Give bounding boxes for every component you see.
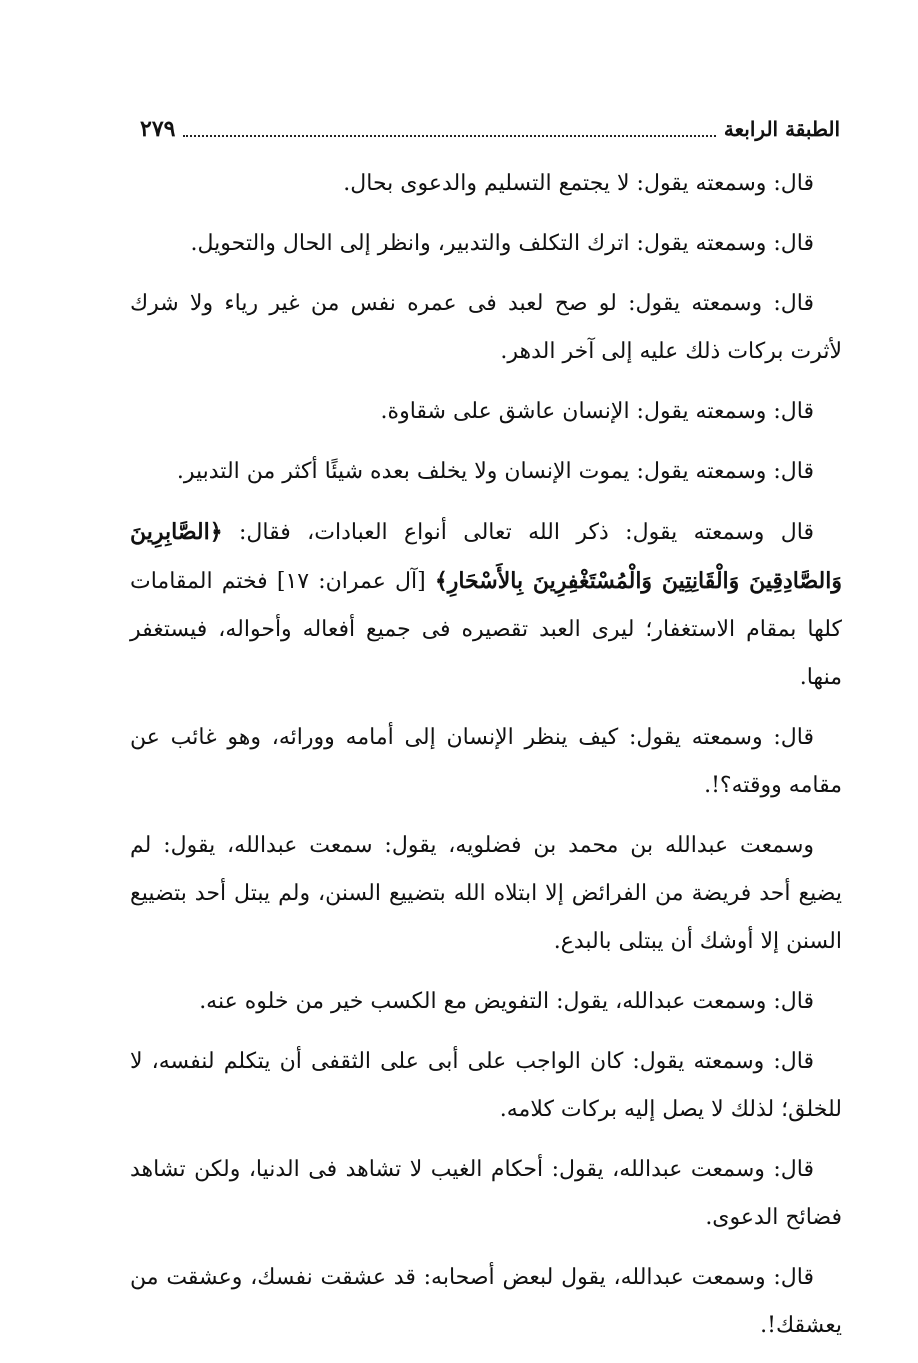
running-header — [140, 112, 840, 146]
paragraph-with-verse — [130, 508, 842, 702]
page-body — [130, 160, 842, 1362]
paragraph: قال: وسمعته يقول: كيف ينظر الإنسان إلى أمامه وورائه، وهو غائب عن مقامه ووقته؟!. — [130, 725, 842, 798]
paragraph: قال: وسمعت عبدالله، يقول لبعض أصحابه: قد عشقت نفسك، وعشقت من يعشقك!. — [130, 1265, 842, 1338]
paragraph-text: قال وسمعته يقول: ذكر الله تعالى أنواع العبادات، فقال: — [222, 520, 814, 545]
quran-verse: ﴿الصَّابِرِينَ وَالصَّادِقِينَ وَالْقَانِتِينَ وَالْمُسْتَغْفِرِينَ بِالأَسْحَارِ﴾ — [130, 519, 842, 594]
paragraph: وسمعت عبدالله بن محمد بن فضلويه، يقول: سمعت عبدالله، يقول: لم يضيع أحد فريضة من الفرائض إلا ابتلاه الله بتضييع السنن، ولم يبتل أحد بتضييع السنن إلا أوشك أن يبتلى بالبدع. — [130, 833, 842, 954]
paragraph: قال: وسمعته يقول: لا يجتمع التسليم والدعوى بحال. — [343, 171, 814, 196]
paragraph: قال: وسمعته يقول: كان الواجب على أبى على الثقفى أن يتكلم لنفسه، لا للخلق؛ لذلك لا يصل إليه بركات كلامه. — [130, 1049, 842, 1122]
page-number: ٢٧٩ — [140, 116, 176, 142]
paragraph: قال: وسمعته يقول: لو صح لعبد فى عمره نفس من غير رياء ولا شرك لأثرت بركات ذلك عليه إلى آخر الدهر. — [130, 291, 842, 364]
paragraph: قال: وسمعته يقول: الإنسان عاشق على شقاوة. — [380, 399, 814, 424]
paragraph: قال: وسمعت عبدالله، يقول: التفويض مع الكسب خير من خلوه عنه. — [199, 989, 814, 1014]
paragraph: قال: وسمعت عبدالله، يقول: أحكام الغيب لا تشاهد فى الدنيا، ولكن تشاهد فضائح الدعوى. — [130, 1157, 842, 1230]
chapter-title: الطبقة الرابعة — [723, 117, 840, 141]
dot-leader — [183, 121, 715, 137]
paragraph: قال: وسمعته يقول: يموت الإنسان ولا يخلف بعده شيئًا أكثر من التدبير. — [176, 459, 814, 484]
paragraph: قال: وسمعته يقول: اترك التكلف والتدبير، وانظر إلى الحال والتحويل. — [190, 231, 814, 256]
paragraph-text: [آل عمران: ١٧] فختم المقامات كلها بمقام الاستغفار؛ ليرى العبد تقصيره فى جميع أفعاله وأحواله، فيستغفر منها. — [130, 569, 842, 690]
